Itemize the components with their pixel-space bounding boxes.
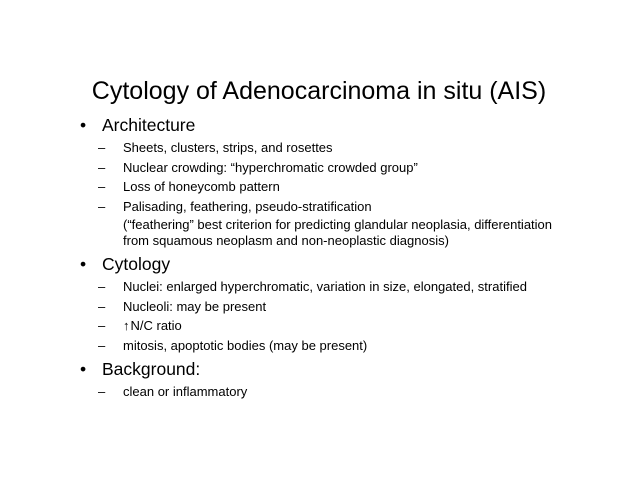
list-item-text: Nuclear crowding: “hyperchromatic crowded group” — [123, 159, 418, 175]
bullet-background — [78, 358, 598, 380]
dash-icon: – — [98, 159, 106, 175]
list-item — [78, 197, 598, 217]
list-item-text: Nucleoli: may be present — [123, 298, 267, 314]
dash-icon: – — [98, 179, 106, 194]
list-item-text: mitosis, apoptotic bodies (may be present) — [123, 337, 368, 353]
list-item-text: Palisading, feathering, pseudo-stratification — [123, 198, 372, 214]
bullet-architecture — [78, 114, 598, 136]
list-item-continuation: (“feathering” best criterion for predicting glandular neoplasia, differentiation — [123, 217, 553, 232]
list-item-text: Loss of honeycomb pattern — [123, 179, 280, 194]
list-item — [78, 158, 598, 178]
section-heading: Cytology — [102, 254, 171, 274]
bullet-cytology — [78, 253, 598, 275]
list-item — [78, 138, 598, 158]
architecture-sublist — [78, 138, 598, 249]
slide-content — [78, 114, 598, 405]
bullet-icon: • — [80, 359, 87, 379]
slide-title: Cytology of Adenocarcinoma in situ (AIS) — [91, 77, 547, 105]
dash-icon: – — [98, 318, 106, 333]
dash-icon: – — [98, 140, 106, 155]
list-item — [78, 297, 598, 317]
bullet-icon: • — [80, 254, 87, 274]
dash-icon: – — [98, 198, 106, 214]
list-item — [78, 382, 598, 402]
dash-icon: – — [98, 279, 106, 294]
section-heading: Background: — [102, 359, 201, 379]
bullet-icon: • — [80, 115, 87, 135]
section-heading: Architecture — [102, 115, 196, 135]
list-item — [78, 277, 598, 297]
background-sublist — [78, 382, 598, 402]
list-item-text: Sheets, clusters, strips, and rosettes — [123, 140, 333, 155]
dash-icon: – — [98, 298, 106, 314]
list-item-text: Nuclei: enlarged hyperchromatic, variation in size, elongated, stratified — [123, 279, 527, 294]
list-item — [78, 177, 598, 197]
dash-icon: – — [98, 337, 106, 353]
cytology-sublist — [78, 277, 598, 355]
up-arrow-icon: ↑ — [123, 318, 130, 333]
list-item-text: clean or inflammatory — [123, 384, 248, 399]
list-item — [78, 336, 598, 356]
list-item — [78, 316, 598, 336]
list-item-continuation: from squamous neoplasm and non-neoplastic diagnosis) — [123, 233, 449, 248]
dash-icon: – — [98, 384, 106, 399]
list-item-text: N/C ratio — [130, 318, 182, 333]
